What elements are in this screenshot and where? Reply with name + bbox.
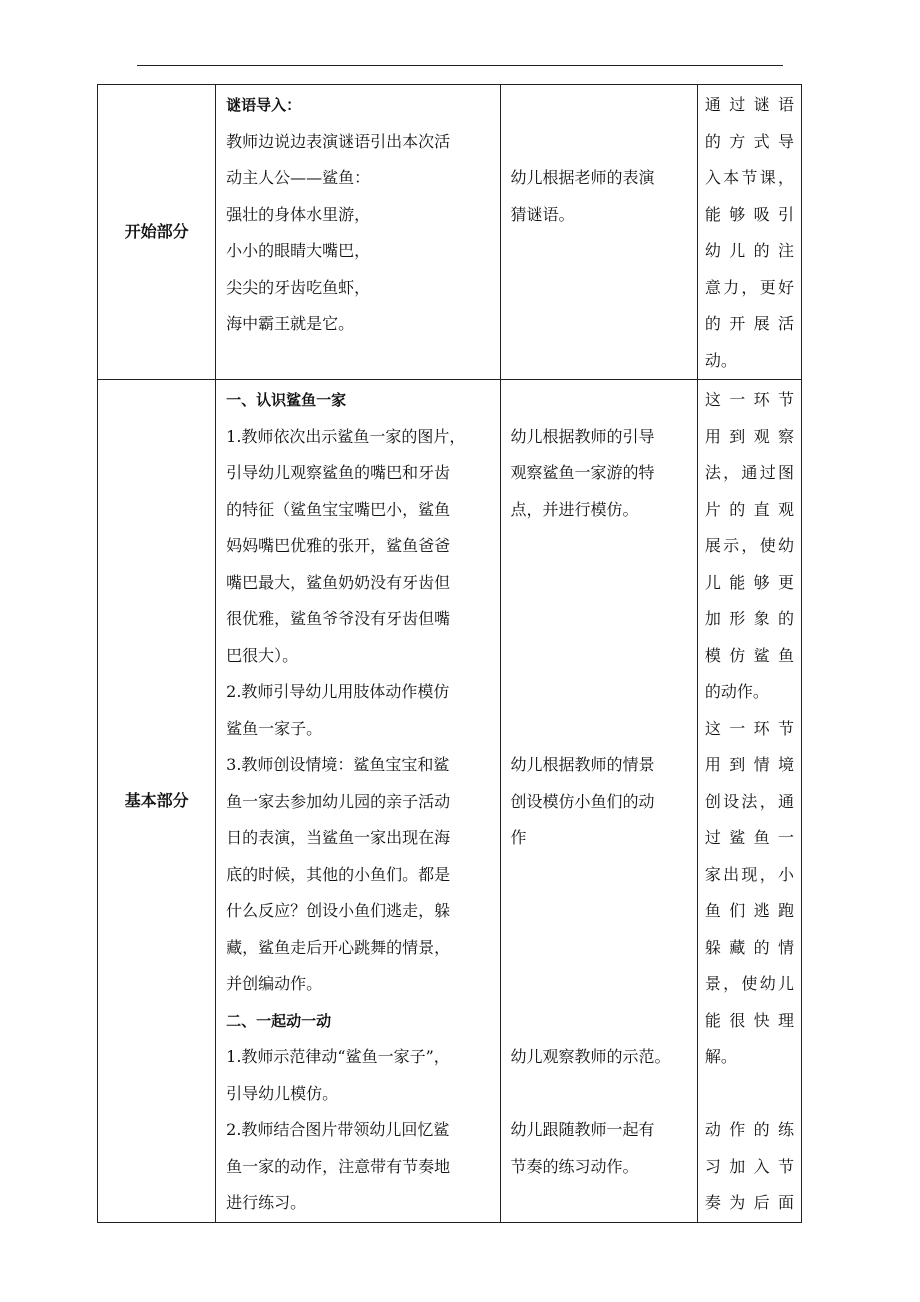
spacer — [511, 711, 689, 748]
content-line: 鱼一家去参加幼儿园的亲子活动 — [226, 791, 451, 811]
spacer — [705, 1076, 794, 1113]
content-line: 2.教师引导幼儿用肢体动作模仿 — [226, 682, 450, 701]
content-line: 强壮的身体水里游， — [226, 204, 371, 224]
spacer — [511, 930, 689, 967]
content-line: 日的表演，当鲨鱼一家出现在海 — [226, 828, 451, 847]
content-line: 教师边说边表演谜语引出本次活 — [226, 131, 451, 151]
content-line: 的特征（鲨鱼宝宝嘴巴小，鲨鱼 — [226, 499, 451, 519]
note-line: 这一环节 — [704, 390, 794, 409]
lesson-plan-table — [97, 84, 802, 1223]
response-line: 创设模仿小鱼们的动 — [510, 791, 655, 811]
note-line: 躲藏的情 — [704, 937, 794, 957]
response-line: 幼儿跟随教师一起有 — [510, 1120, 655, 1139]
note-line: 展示，使幼 — [704, 536, 794, 555]
spacer — [511, 1003, 689, 1040]
content-heading: 一、认识鲨鱼一家 — [226, 391, 347, 409]
note-line: 能很快理 — [704, 1010, 794, 1030]
note-line: 动作的练 — [704, 1120, 794, 1139]
spacer — [511, 565, 689, 602]
note-line: 法，通过图 — [704, 463, 794, 482]
section-label-basic: 基本部分 — [98, 380, 216, 1223]
content-line: 海中霸王就是它。 — [226, 314, 355, 333]
content-heading: 谜语导入： — [226, 96, 302, 114]
section-note-basic — [697, 380, 801, 1223]
note-line: 动。 — [704, 350, 737, 370]
spacer — [511, 87, 689, 124]
note-line: 景，使幼儿 — [704, 974, 794, 993]
response-line: 作 — [510, 828, 527, 847]
response-line: 猜谜语。 — [510, 204, 575, 224]
note-line: 通过谜语 — [704, 95, 794, 114]
section-response-basic — [500, 380, 697, 1223]
response-line: 幼儿根据教师的情景 — [510, 755, 655, 774]
spacer — [511, 528, 689, 565]
note-line: 儿能够更 — [704, 572, 794, 592]
content-line: 动主人公——鲨鱼： — [226, 168, 371, 187]
section-row-start — [98, 85, 802, 380]
response-line: 节奏的练习动作。 — [510, 1156, 639, 1176]
note-line: 能够吸引 — [704, 204, 794, 224]
note-line: 入本节课， — [704, 168, 794, 187]
content-line: 小小的眼睛大嘴巴， — [226, 241, 371, 260]
spacer — [511, 601, 689, 638]
section-row-basic — [98, 380, 802, 1223]
section-label-start: 开始部分 — [98, 85, 216, 380]
response-line: 观察鲨鱼一家游的特 — [510, 463, 655, 482]
note-line: 的方式导 — [704, 131, 794, 151]
note-line: 的开展活 — [704, 314, 794, 333]
note-line: 用到情境 — [704, 755, 794, 774]
content-line: 鲨鱼一家子。 — [226, 718, 323, 738]
content-line: 尖尖的牙齿吃鱼虾， — [226, 277, 371, 297]
note-line: 这一环节 — [704, 718, 794, 738]
note-line: 的动作。 — [704, 682, 769, 701]
header-rule — [137, 65, 783, 66]
content-heading: 二、一起动一动 — [226, 1011, 332, 1030]
response-line: 幼儿根据教师的引导 — [510, 426, 655, 446]
note-line: 加形象的 — [704, 609, 794, 628]
content-line: 很优雅，鲨鱼爷爷没有牙齿但嘴 — [226, 609, 451, 628]
spacer — [511, 1076, 689, 1113]
spacer — [511, 966, 689, 1003]
spacer — [511, 674, 689, 711]
content-line: 引导幼儿模仿。 — [226, 1083, 339, 1103]
spacer — [511, 857, 689, 894]
response-line: 幼儿观察教师的示范。 — [510, 1047, 671, 1066]
spacer — [511, 638, 689, 675]
spacer — [511, 124, 689, 161]
note-line: 用到观察 — [704, 426, 794, 446]
content-line: 底的时候，其他的小鱼们。都是 — [226, 864, 451, 884]
note-line: 奏为后面 — [704, 1193, 794, 1212]
content-line: 藏，鲨鱼走后开心跳舞的情景， — [226, 937, 451, 957]
content-line: 引导幼儿观察鲨鱼的嘴巴和牙齿 — [226, 463, 451, 482]
note-line: 家出现，小 — [704, 864, 794, 884]
content-line: 并创编动作。 — [226, 974, 323, 993]
spacer — [511, 893, 689, 930]
section-note-start — [697, 85, 801, 380]
content-line: 2.教师结合图片带领幼儿回忆鲨 — [226, 1120, 450, 1139]
note-line: 幼儿的注 — [704, 241, 794, 260]
note-line: 习加入节 — [704, 1156, 794, 1176]
content-line: 1.教师示范律动“鲨鱼一家子”， — [226, 1047, 450, 1066]
section-content-start — [216, 85, 500, 380]
note-line: 片的直观 — [704, 499, 794, 519]
note-line: 模仿鲨鱼 — [704, 645, 794, 665]
content-line: 鱼一家的动作，注意带有节奏地 — [226, 1156, 451, 1176]
note-line: 意力，更好 — [704, 277, 794, 297]
note-line: 鱼们逃跑 — [704, 901, 794, 920]
response-line: 点，并进行模仿。 — [510, 499, 639, 519]
section-content-basic — [216, 380, 500, 1223]
content-line: 进行练习。 — [226, 1193, 307, 1212]
content-line: 1.教师依次出示鲨鱼一家的图片， — [226, 426, 466, 446]
spacer — [511, 382, 689, 419]
content-line: 嘴巴最大，鲨鱼奶奶没有牙齿但 — [226, 572, 451, 592]
note-line: 过鲨鱼一 — [704, 828, 794, 847]
response-line: 幼儿根据老师的表演 — [510, 168, 655, 187]
note-line: 解。 — [704, 1047, 737, 1066]
section-response-start — [500, 85, 697, 380]
note-line: 创设法，通 — [704, 791, 794, 811]
content-line: 妈妈嘴巴优雅的张开，鲨鱼爸爸 — [226, 536, 451, 555]
content-line: 巴很大）。 — [226, 645, 299, 665]
content-line: 3.教师创设情境：鲨鱼宝宝和鲨 — [226, 755, 450, 774]
content-line: 什么反应？创设小鱼们逃走，躲 — [226, 901, 451, 920]
